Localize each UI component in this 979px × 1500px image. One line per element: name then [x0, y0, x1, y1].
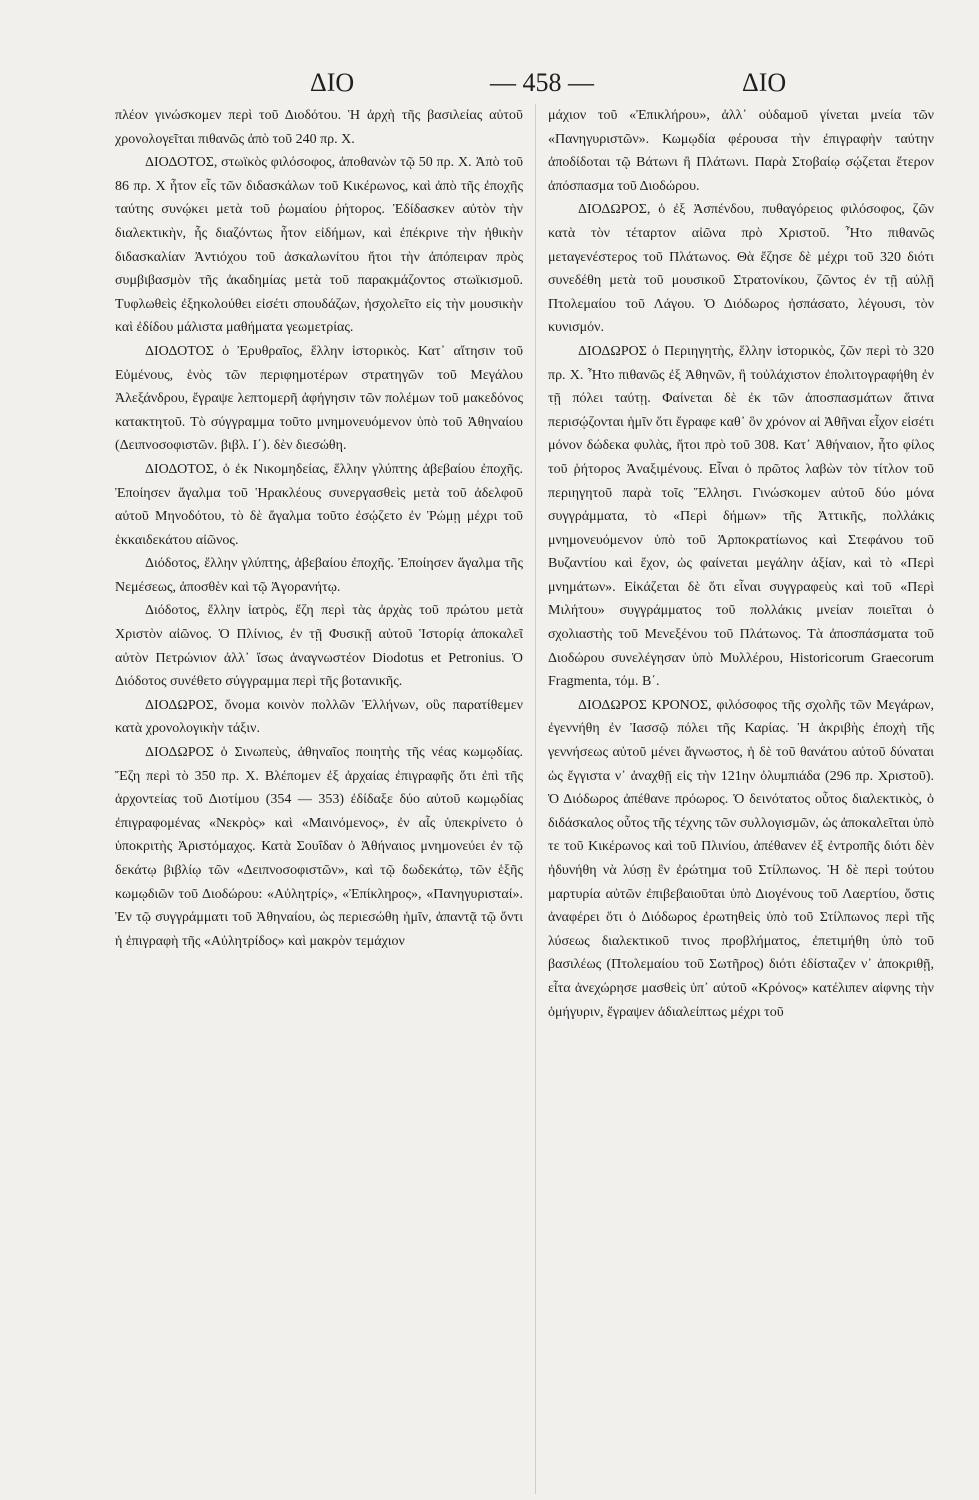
paragraph: ΔΙΟΔΟΤΟΣ, στωϊκὸς φιλόσοφος, ἀποθανὼν τῷ 50 πρ. Χ. Ἀπὸ τοῦ 86 πρ. Χ ἦτον εἷς τῶν διδασκάλων τοῦ Κικέρωνος, καὶ ἀπὸ τῆς ἐποχῆς ταύτης συνῴκει μετὰ τοῦ ῥωμαίου ῥήτορος. Ἐδίδασκεν αὐτὸν τὴν διαλεκτικὴν, ἧς διαζόντως ἦτον εἰδήμων, καὶ ἐπέκρινε τὴν ἠθικὴν διδασκαλίαν Ἀντιόχου τοῦ ἀσκαλωνίτου ἤτοι τὴν ἀπόπειραν πρὸς συμβιβασμὸν τῆς ἀκαδημίας μετὰ τοῦ παρακμάζοντος στωϊκισμοῦ. Τυφλωθεὶς ἐξηκολούθει εἰσέτι σπουδάζων, ἠσχολεῖτο εἰς τὴν μουσικὴν καὶ ἐδίδου μάλιστα μαθήματα γεωμετρίας.: [115, 155, 523, 336]
paragraph: ΔΙΟΔΩΡΟΣ ΚΡΟΝΟΣ, φιλόσοφος τῆς σχολῆς τῶν Μεγάρων, ἐγεννήθη ἐν Ἰασσῷ πόλει τῆς Καρίας. Ἡ ἀκριβὴς ἐποχὴ τῆς γεννήσεως αὐτοῦ μένει ἄγνωστος, ἡ δὲ τοῦ θανάτου αὐτοῦ δύναται ὡς ἔγγιστα ν᾽ ἀναχθῇ εἰς τὴν 121ην ὀλυμπιάδα (296 πρ. Χριστοῦ). Ὁ Διόδωρος ἀπέθανε πρόωρος. Ὁ δεινότατος οὗτος διαλεκτικὸς, ὁ διδάσκαλος οὗτος τῆς τέχνης τῶν συλλογισμῶν, ὡς ἀποκαλεῖται ὑπὸ τε τοῦ Κικέρωνος καὶ τοῦ Πλινίου, ἀπέθανεν ἐξ ἐντροπῆς διότι δὲν ἠδυνήθη νὰ λύσῃ ἓν ἐρώτημα τοῦ Στίλπωνος. Ἡ δὲ περὶ τούτου μαρτυρία αὐτῶν ἐπιβεβαιοῦται ὑπὸ Διογένους τοῦ Λαερτίου, ὅστις ἀναφέρει ὅτι ὁ Διόδωρος ἐρωτηθεὶς ὑπὸ τοῦ Στίλπωνος περὶ τῆς λύσεως διαλεκτικοῦ τινος προβλήματος, ἐπετιμήθη ὑπὸ τοῦ βασιλέως (Πτολεμαίου τοῦ Σωτῆρος) διότι ἐδίσταζεν ν᾽ ἀποκριθῇ, εἶτα ἀνεχώρησε μασθεὶς ὑπ᾽ αὐτοῦ «Κρόνος» κατέλιπεν αἰφνης τὴν ὁμήγυριν, ἔγραψεν ἀδιαλείπτως μέχρι τοῦ: [548, 697, 934, 1020]
column-divider: [535, 104, 536, 1494]
paragraph: Διόδοτος, ἕλλην ἰατρὸς, ἔζη περὶ τὰς ἀρχὰς τοῦ πρώτου μετὰ Χριστὸν αἰῶνος. Ὁ Πλίνιος, ἐν τῇ Φυσικῇ αὐτοῦ Ἱστορίᾳ ἀποκαλεῖ αὐτὸν Πετρώνιον ἀλλ᾽ ἴσως ἀναγνωστέον Diodotus et Petronius. Ὁ Διόδοτος συνέθετο σύγγραμμα περὶ τῆς βοτανικῆς.: [115, 603, 523, 690]
left-column: [115, 104, 523, 1494]
header-left-keyword: ΔΙΟ: [310, 68, 355, 97]
page-number: — 458 —: [490, 68, 594, 97]
paragraph: ΔΙΟΔΩΡΟΣ, ὄνομα κοινὸν πολλῶν Ἑλλήνων, οὓς παρατίθεμεν κατὰ χρονολογικὴν τάξιν.: [115, 697, 523, 737]
paragraph: μάχιον τοῦ «Ἐπικλήρου», ἀλλ᾽ οὐδαμοῦ γίνεται μνεία τῶν «Πανηγυριστῶν». Κωμῳδία φέρουσα τὴν ἐπιγραφὴν ταύτην ἀποδίδοται τῷ Βάτωνι ἢ Πλάτωνι. Παρὰ Στοβαίῳ σῴζεται ἕτερον ἀπόσπασμα τοῦ Διοδώρου.: [548, 108, 934, 194]
paragraph: Διόδοτος, ἕλλην γλύπτης, ἀβεβαίου ἐποχῆς. Ἐποίησεν ἄγαλμα τῆς Νεμέσεως, ἀποσθὲν καὶ τῷ Ἀγορανήτῳ.: [115, 556, 523, 595]
paragraph: ΔΙΟΔΟΤΟΣ, ὁ ἐκ Νικομηδείας, ἕλλην γλύπτης ἀβεβαίου ἐποχῆς. Ἐποίησεν ἄγαλμα τοῦ Ἡρακλέους συνεργασθεὶς μετὰ τοῦ ἀδελφοῦ αὐτοῦ Μηνοδότου, τὸ δὲ ἄγαλμα τοῦτο ἐσῴζετο ἐν Ῥώμῃ μέχρι τοῦ ἑκκαιδεκάτου αἰῶνος.: [115, 461, 523, 548]
paragraph: ΔΙΟΔΩΡΟΣ, ὁ ἐξ Ἀσπένδου, πυθαγόρειος φιλόσοφος, ζῶν κατὰ τὸν τέταρτον αἰῶνα πρὸ Χριστοῦ. Ἦτο πιθανῶς μεταγενέστερος τοῦ Πλάτωνος. Θὰ ἔζησε δὲ μέχρι τοῦ 320 διότι συνεδέθη μετὰ τοῦ μουσικοῦ Στρατονίκου, ζῶντος ἐν τῇ αὐλῇ Πτολεμαίου τοῦ Λάγου. Ὁ Διόδωρος ἠσπάσατο, λέγουσι, τὸν κυνισμόν.: [548, 202, 934, 336]
header-right-keyword: ΔΙΟ: [742, 68, 787, 97]
paragraph: ΔΙΟΔΩΡΟΣ ὁ Σινωπεὺς, ἀθηναῖος ποιητὴς τῆς νέας κωμῳδίας. Ἔζη περὶ τὸ 350 πρ. Χ. Βλέπομεν ἐξ ἀρχαίας ἐπιγραφῆς ὅτι ἐπὶ τῆς ἀρχοντείας τοῦ Διοτίμου (354 — 353) ἐδίδαξε δύο αὐτοῦ κωμῳδίας ἐπιγραφομένας «Νεκρὸς» καὶ «Μαινόμενος», ἐν αἷς ὑπεκρίνετο ὁ ὑποκριτὴς Ἀριστόμαχος. Κατὰ Σουΐδαν ὁ Ἀθήναιος μνημονεύει ἐν τῷ δεκάτῳ βιβλίῳ τῶν «Δειπνοσοφιστῶν», καὶ τῷ δωδεκάτῳ, τῶν ἑξῆς κωμῳδιῶν τοῦ Διοδώρου: «Αὐλητρίς», «Ἐπίκληρος», «Πανηγυρισταί». Ἐν τῷ συγγράμματι τοῦ Ἀθηναίου, ὡς περιεσώθη ἡμῖν, ἀπαντᾷ τῷ ὄντι ἡ ἐπιγραφὴ τῆς «Αὐλητρίδος» καὶ μακρὸν τεμάχιον: [115, 745, 523, 949]
paragraph: ΔΙΟΔΩΡΟΣ ὁ Περιηγητὴς, ἕλλην ἱστορικὸς, ζῶν περὶ τὸ 320 πρ. Χ. Ἦτο πιθανῶς ἐξ Ἀθηνῶν, ἢ τοὐλάχιστον ἐπολιτογραφήθη ἐν τῇ πόλει ταύτῃ. Φαίνεται δὲ ἐκ τῶν ἀποσπασμάτων ἅτινα περισῴζονται ἡμῖν ὅτι ἔγραφε καθ᾽ ὃν χρόνον αἱ Ἀθῆναι εἶχον εἰσέτι μόνον δώδεκα φυλὰς, ἤτοι πρὸ τοῦ 308. Κατ᾽ Ἀθήναιον, ἦτο φίλος τοῦ ῥήτορος Ἀναξιμένους. Εἶναι ὁ πρῶτος λαβὼν τὸν τίτλον τοῦ περιηγητοῦ παρὰ τοῖς Ἕλλησι. Γινώσκομεν αὐτοῦ δύο μόνα συγγράμματα, τὸ «Περὶ δήμων» τῆς Ἀττικῆς, πολλάκις μνημονευόμενον ὑπὸ τοῦ Ἁρποκρατίωνος καὶ Στεφάνου τοῦ Βυζαντίου καὶ ἔχον, ὡς φαίνεται μεγάλην ἀξίαν, καὶ τὸ «Περὶ μνημάτων». Εἰκάζεται δὲ ὅτι εἶναι συγγραφεὺς καὶ τοῦ «Περὶ Μιλήτου» συγγράμματος τοῦ πολλάκις μνείαν ποιεῖται ὁ σχολιαστὴς τοῦ Μενεξένου τοῦ Πλάτωνος. Τὰ ἀποσπάσματα τοῦ Διοδώρου συνελέγησαν ὑπὸ Μυλλέρου, Historicorum Graecorum Fragmenta, τόμ. Β΄.: [548, 343, 934, 690]
running-header: [0, 68, 979, 108]
paragraph: πλέον γινώσκομεν περὶ τοῦ Διοδότου. Ἡ ἀρχὴ τῆς βασιλείας αὐτοῦ χρονολογεῖται πιθανῶς ἀπὸ τοῦ 240 πρ. Χ.: [115, 108, 523, 147]
paragraph: ΔΙΟΔΟΤΟΣ ὁ Ἐρυθραῖος, ἕλλην ἱστορικὸς. Κατ᾽ αἴτησιν τοῦ Εὐμένους, ἑνὸς τῶν περιφημοτέρων στρατηγῶν τοῦ Μεγάλου Ἀλεξάνδρου, ἔγραψε λεπτομερῆ ἀφήγησιν τῶν πολέμων τοῦ μακεδόνος κατακτητοῦ. Τὸ σύγγραμμα τοῦτο μνημονευόμενον ὑπὸ τοῦ Ἀθηναίου (Δειπνοσοφιστῶν. βιβλ. Ι΄). δὲν διεσώθη.: [115, 343, 523, 454]
right-column: [548, 104, 934, 1494]
